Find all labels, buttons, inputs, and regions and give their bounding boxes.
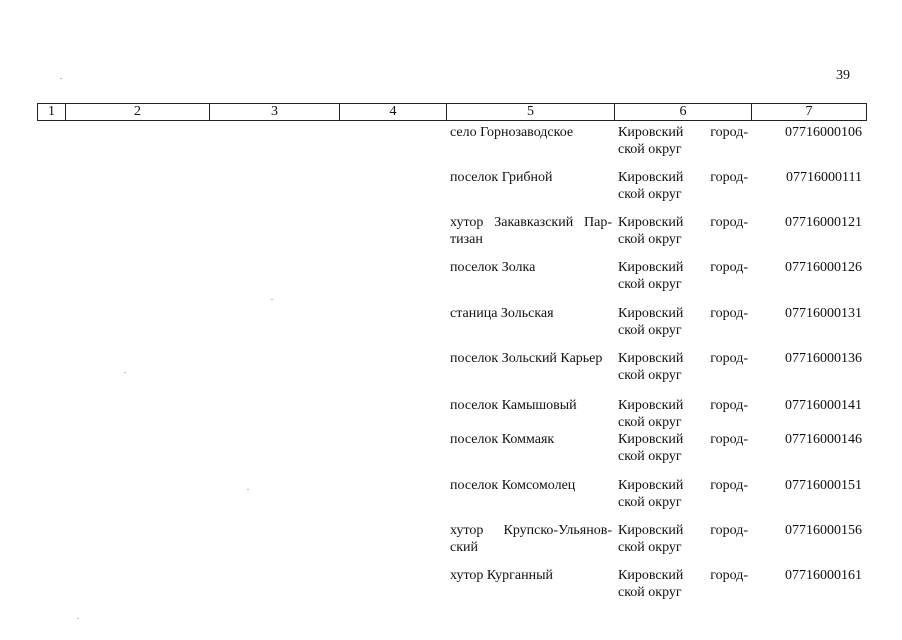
oktmo-code: 07716000131 [785, 306, 862, 321]
district-word: город- [710, 568, 748, 583]
district-word: ской округ [618, 368, 682, 383]
district-name [618, 169, 748, 203]
district-word: город- [710, 125, 748, 140]
column-header-2: 2 [66, 104, 210, 121]
district-word: ской округ [618, 142, 682, 157]
district-name [618, 305, 748, 339]
district-word: город- [710, 478, 748, 493]
oktmo-code: 07716000156 [785, 523, 862, 538]
oktmo-code: 07716000161 [785, 568, 862, 583]
column-header-3: 3 [210, 104, 340, 121]
district-word: Кировский [618, 432, 684, 447]
column-header-6: 6 [615, 104, 752, 121]
district-word: город- [710, 351, 748, 366]
district-word: город- [710, 170, 748, 185]
district-word: Кировский [618, 125, 684, 140]
district-name [618, 522, 748, 556]
column-header-5: 5 [447, 104, 615, 121]
district-name [618, 350, 748, 384]
district-name [618, 124, 748, 158]
page-number: 39 [836, 68, 850, 83]
oktmo-code: 07716000121 [785, 215, 862, 230]
district-name [618, 431, 748, 465]
district-name [618, 397, 748, 431]
district-word: Кировский [618, 398, 684, 413]
district-word: ской округ [618, 540, 682, 555]
district-word: город- [710, 215, 748, 230]
oktmo-code: 07716000126 [785, 260, 862, 275]
district-name [618, 477, 748, 511]
district-word: ской округ [618, 323, 682, 338]
district-word: Кировский [618, 478, 684, 493]
oktmo-code: 07716000141 [785, 398, 862, 413]
scan-speck [60, 78, 62, 79]
district-word: Кировский [618, 260, 684, 275]
district-name [618, 214, 748, 248]
district-word: город- [710, 523, 748, 538]
district-name [618, 259, 748, 293]
district-word: город- [710, 398, 748, 413]
oktmo-code: 07716000151 [785, 478, 862, 493]
district-word: город- [710, 306, 748, 321]
district-name [618, 567, 748, 601]
settlement-name: хутор Крупско-Ульянов-ский [450, 523, 612, 555]
district-word: Кировский [618, 523, 684, 538]
settlement-name: поселок Камышовый [450, 398, 577, 413]
scan-speck [271, 299, 273, 300]
settlement-name: поселок Грибной [450, 170, 553, 185]
scan-speck [247, 489, 249, 490]
district-word: город- [710, 260, 748, 275]
district-word: Кировский [618, 568, 684, 583]
oktmo-code: 07716000106 [785, 125, 862, 140]
column-header-7: 7 [752, 104, 867, 121]
district-word: Кировский [618, 215, 684, 230]
district-word: город- [710, 432, 748, 447]
district-word: ской округ [618, 187, 682, 202]
settlement-name: поселок Комсомолец [450, 478, 576, 493]
settlement-name: поселок Золка [450, 260, 536, 275]
settlement-name: поселок Коммаяк [450, 432, 555, 447]
settlement-name: поселок Зольский Карьер [450, 351, 603, 366]
district-word: ской округ [618, 585, 682, 600]
column-header-4: 4 [340, 104, 447, 121]
settlement-name: село Горнозаводское [450, 125, 574, 140]
district-word: ской округ [618, 415, 682, 430]
district-word: Кировский [618, 351, 684, 366]
oktmo-code: 07716000136 [785, 351, 862, 366]
settlement-name: станица Зольская [450, 306, 554, 321]
district-word: Кировский [618, 306, 684, 321]
district-word: Кировский [618, 170, 684, 185]
oktmo-code: 07716000111 [786, 170, 862, 185]
district-word: ской округ [618, 449, 682, 464]
district-word: ской округ [618, 232, 682, 247]
district-word: ской округ [618, 277, 682, 292]
scan-speck [77, 618, 79, 619]
settlement-name: хутор Курганный [450, 568, 554, 583]
column-header-1: 1 [38, 104, 66, 121]
district-word: ской округ [618, 495, 682, 510]
oktmo-code: 07716000146 [785, 432, 862, 447]
settlement-name: хутор Закавказский Пар-тизан [450, 215, 612, 247]
scan-speck [124, 372, 126, 373]
